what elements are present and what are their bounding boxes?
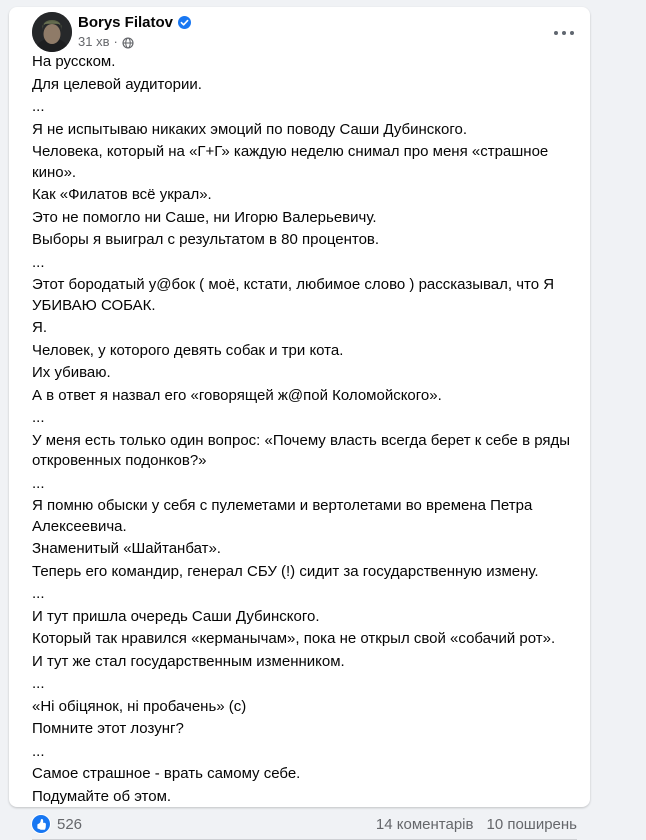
post-line: ... [32,585,45,602]
post-line: Самое страшное - врать самому себе. [32,765,301,782]
post-line: Человек, у которого девять собак и три кота. [32,341,344,359]
post-options-menu-icon[interactable] [548,21,580,45]
post-line: У меня есть только один вопрос: «Почему власть всегда берет к себе в ряды откровенных подонков?» [32,431,571,469]
shares-count-link[interactable]: 10 поширень [486,815,577,833]
post-line: Для целевой аудитории. [32,75,202,93]
post-line: Который так нравился «керманычам», пока не открыл свой «собачий рот». [32,630,556,647]
post-line: Подумайте об этом. [32,787,172,805]
like-thumb-icon [32,815,50,833]
avatar[interactable] [32,12,72,52]
post-line: Теперь его командир, генерал СБУ (!) сидит за государственную измену. [32,562,539,580]
post-line: И тут же стал государственным изменником. [32,652,345,670]
header-text [78,12,191,50]
post-card [9,7,590,833]
post-line: ... [32,474,45,492]
post-line: И тут пришла очередь Саши Дубинского. [32,607,320,625]
comments-count-link[interactable]: 14 коментарів [375,815,474,833]
author-name[interactable]: Borys Filatov [78,14,174,31]
post-line: Их убиваю. [32,364,111,381]
post-header [9,7,590,52]
post-line: Я помню обыски у себя с пулеметами и вертолетами во времена Петра Алексеевича. [32,497,533,535]
post-line: На русском. [32,53,116,70]
timestamp: 31 хв [78,34,110,49]
verified-badge-icon [178,16,191,29]
post-line: Этот бородатый у@бок ( моё, кстати, любимое слово ) рассказывал, что Я УБИВАЮ СОБАК. [32,276,555,314]
globe-icon [122,36,134,48]
post-line: ... [32,742,45,760]
post-line: «Ні обіцянок, ні пробачень» (с) [32,697,247,715]
post-meta[interactable] [78,33,191,50]
post-line: Как «Филатов всё украл». [32,186,212,203]
reactions-count: 526 [57,815,83,833]
post-line: ... [32,253,45,271]
post-line: Знаменитый «Шайтанбат». [32,540,221,557]
post-line: ... [32,98,45,115]
post-line: Человека, который на «Г+Г» каждую неделю снимал про меня «страшное кино». [32,143,549,181]
post-line: А в ответ я назвал его «говорящей ж@пой Коломойского». [32,386,442,404]
post-line: ... [32,409,45,426]
post-line: Я не испытываю никаких эмоций по поводу Саши Дубинского. [32,120,468,138]
avatar-photo [32,12,72,52]
meta-separator: · [113,34,118,49]
post-line: ... [32,675,45,692]
post-line: Это не помогло ни Саше, ни Игорю Валерьевичу. [32,208,377,226]
post-line: Помните этот лозунг? [32,720,184,737]
post-body [9,52,590,807]
reactions-summary[interactable] [32,815,82,833]
post-line: Выборы я выиграл с результатом в 80 процентов. [32,231,380,248]
post-line: Я. [32,319,47,336]
post-engagement-bar [9,809,590,839]
